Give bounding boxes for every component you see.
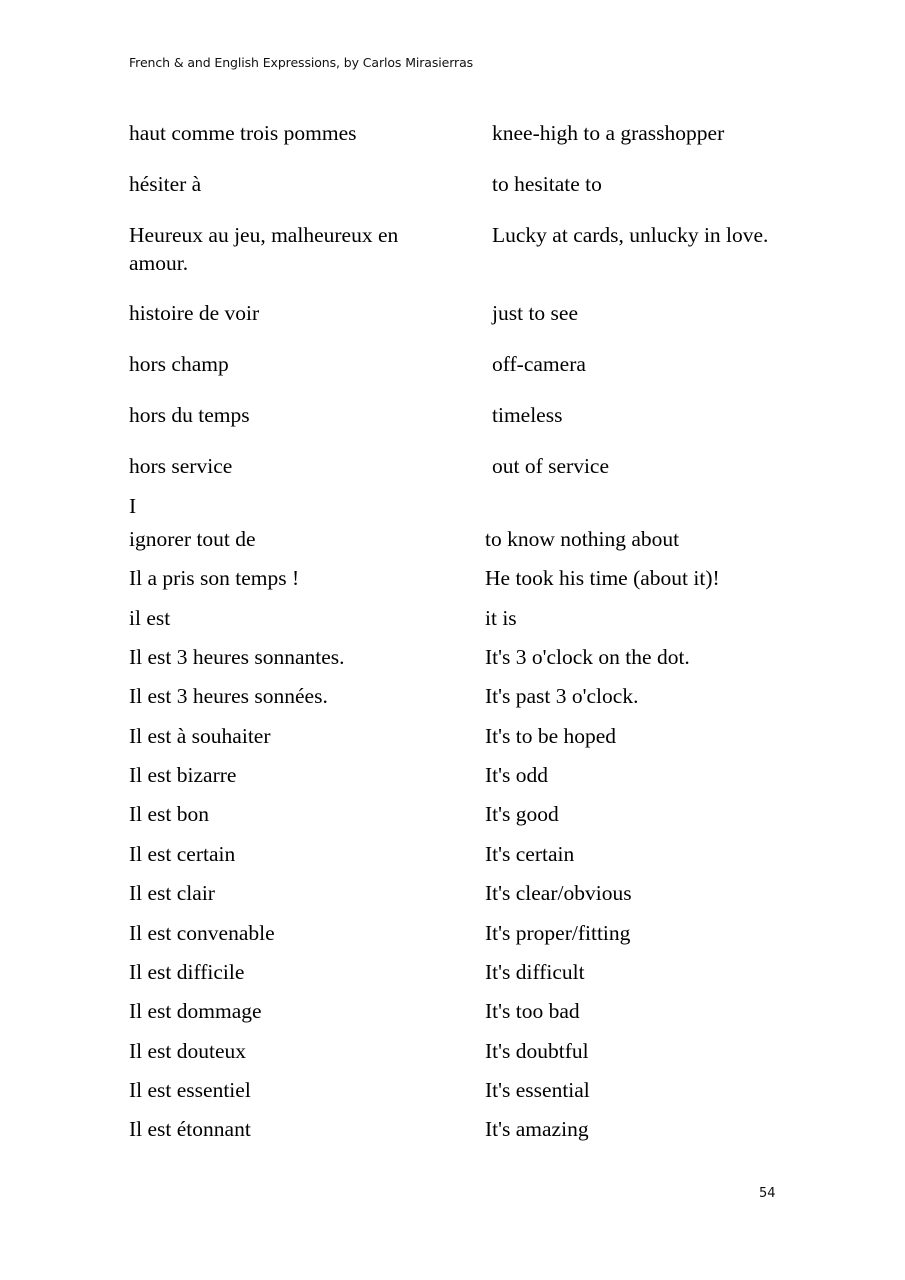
french-expression: il est — [129, 606, 171, 630]
french-expression: Heureux au jeu, malheureux en amour. — [129, 223, 399, 275]
english-translation: just to see — [492, 301, 578, 325]
english-translation: to hesitate to — [492, 172, 602, 196]
page-number: 54 — [759, 1186, 776, 1201]
english-translation: It's proper/fitting — [485, 921, 631, 945]
french-expression: Il est clair — [129, 881, 215, 905]
french-expression: hésiter à — [129, 172, 202, 196]
french-expression: Il est difficile — [129, 960, 245, 984]
english-translation: timeless — [492, 403, 563, 427]
english-translation: It's odd — [485, 763, 548, 787]
french-expression: Il est convenable — [129, 921, 275, 945]
french-expression: haut comme trois pommes — [129, 121, 357, 145]
french-expression: Il est à souhaiter — [129, 724, 271, 748]
english-translation: Lucky at cards, unlucky in love. — [492, 223, 769, 247]
english-translation: It's certain — [485, 842, 575, 866]
french-expression: Il est bon — [129, 802, 210, 826]
french-expression: Il est 3 heures sonnantes. — [129, 645, 345, 669]
english-translation: He took his time (about it)! — [485, 566, 720, 590]
french-expression: hors du temps — [129, 403, 250, 427]
english-translation: It's doubtful — [485, 1039, 589, 1063]
french-expression: Il est douteux — [129, 1039, 247, 1063]
french-expression: histoire de voir — [129, 301, 260, 325]
english-translation: It's to be hoped — [485, 724, 617, 748]
english-translation: It's essential — [485, 1078, 590, 1102]
english-translation: It's 3 o'clock on the dot. — [485, 645, 690, 669]
english-translation: It's clear/obvious — [485, 881, 632, 905]
french-expression: Il a pris son temps ! — [129, 566, 300, 590]
english-translation: It's difficult — [485, 960, 585, 984]
english-translation: It's past 3 o'clock. — [485, 684, 639, 708]
french-expression: Il est étonnant — [129, 1117, 251, 1141]
french-expression: hors champ — [129, 352, 229, 376]
english-translation: out of service — [492, 454, 610, 478]
english-translation: off-camera — [492, 352, 586, 376]
english-translation: It's amazing — [485, 1117, 589, 1141]
section-letter-heading: I — [129, 494, 137, 518]
french-expression: Il est bizarre — [129, 763, 237, 787]
running-header: French & and English Expressions, by Carlos Mirasierras — [129, 55, 474, 70]
french-expression: hors service — [129, 454, 233, 478]
french-expression: Il est 3 heures sonnées. — [129, 684, 328, 708]
english-translation: It's too bad — [485, 999, 580, 1023]
english-translation: it is — [485, 606, 517, 630]
french-expression: Il est certain — [129, 842, 236, 866]
french-expression: Il est dommage — [129, 999, 262, 1023]
english-translation: to know nothing about — [485, 527, 680, 551]
english-translation: It's good — [485, 802, 559, 826]
french-expression: ignorer tout de — [129, 527, 256, 551]
french-expression: Il est essentiel — [129, 1078, 251, 1102]
english-translation: knee-high to a grasshopper — [492, 121, 725, 145]
